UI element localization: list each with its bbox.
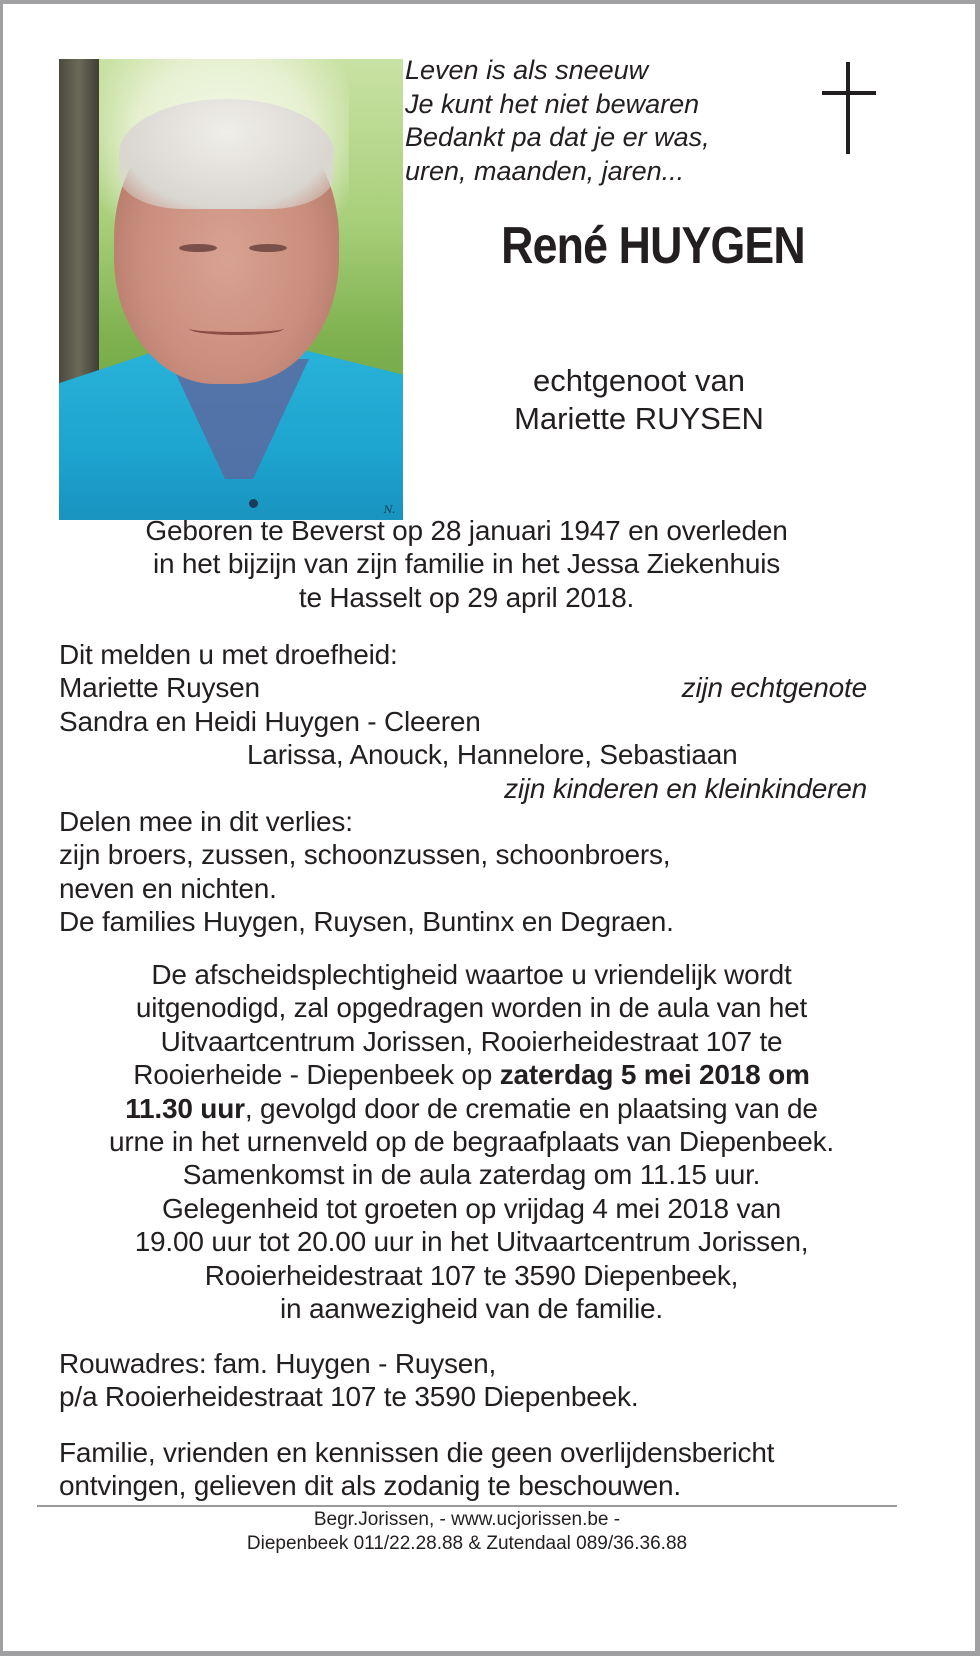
footer-line: Diepenbeek 011/22.28.88 & Zutendaal 089/36.36.88 bbox=[246, 1533, 688, 1554]
share-line: De families Huygen, Ruysen, Buntinx en Degraen. bbox=[59, 906, 674, 938]
funeral-home-footer bbox=[37, 1508, 897, 1556]
spouse-block bbox=[459, 362, 819, 438]
family-entry bbox=[59, 772, 867, 805]
relation-label: echtgenoot van bbox=[532, 363, 745, 398]
family-intro: Dit melden u met droefheid: bbox=[59, 639, 398, 670]
notice-text: Familie, vrienden en kennissen die geen overlijdensbericht ontvingen, gelieven dit als zodanig te beschouwen. bbox=[59, 1437, 775, 1502]
family-entry bbox=[59, 738, 867, 771]
spouse-name: Mariette RUYSEN bbox=[514, 401, 764, 436]
family-member-name: Mariette Ruysen bbox=[59, 672, 260, 704]
family-member-name: Sandra en Heidi Huygen - Cleeren bbox=[59, 705, 481, 737]
share-line: zijn broers, zussen, schoonzussen, schoonbroers, bbox=[59, 839, 671, 871]
grandchildren-names: Larissa, Anouck, Hannelore, Sebastiaan bbox=[247, 739, 738, 771]
ceremony-details: De afscheidsplechtigheid waartoe u vriendelijk wordt uitgenodigd, zal opgedragen worden in de aula van het Uitvaartcentrum Jorissen, Rooierheidestraat 107 te Rooierheide - Diepenbeek op zaterdag 5 mei 2018 om 11.30 uur, gevolgd door de crematie en plaatsing van de urne in het urnenveld op de begraafplaats van Diepenbeek. Samenkomst in de aula zaterdag om 11.15 uur. Gelegenheid tot groeten op vrijdag 4 mei 2018 van 19.00 uur tot 20.00 uur in het Uitvaartcentrum Jorissen, Rooierheidestraat 107 te 3590 Diepenbeek, in aanwezigheid van de familie. bbox=[109, 959, 834, 1325]
poem-line: Bedankt pa dat je er was, bbox=[405, 122, 710, 152]
poem-line: Leven is als sneeuw bbox=[405, 55, 649, 85]
family-entry bbox=[59, 705, 867, 738]
ceremony-time: 11.30 uur bbox=[125, 1092, 245, 1124]
share-intro: Delen mee in dit verlies: bbox=[59, 805, 353, 837]
family-relation: zijn echtgenote bbox=[681, 672, 867, 704]
footer-line: Begr.Jorissen, - www.ucjorissen.be - bbox=[313, 1509, 621, 1530]
footer-divider bbox=[37, 1505, 897, 1507]
mourning-address: Rouwadres: fam. Huygen - Ruysen, p/a Rooierheidestraat 107 te 3590 Diepenbeek. bbox=[59, 1348, 639, 1413]
poem-line: Je kunt het niet bewaren bbox=[405, 88, 700, 119]
poem-line: uren, maanden, jaren... bbox=[405, 155, 685, 186]
birth-death-info: Geboren te Beverst op 28 januari 1947 en overleden in het bijzijn van zijn familie in het Jessa Ziekenhuis te Hasselt op 29 april 2018. bbox=[145, 515, 788, 613]
poem bbox=[405, 54, 785, 188]
family-entry bbox=[59, 671, 867, 704]
share-line: neven en nichten. bbox=[59, 872, 277, 904]
family-relation: zijn kinderen en kleinkinderen bbox=[504, 772, 867, 804]
obituary-card bbox=[3, 4, 975, 1651]
portrait-photo: N. bbox=[59, 59, 403, 520]
cross-icon bbox=[822, 62, 876, 154]
family-list bbox=[59, 638, 867, 939]
ceremony-date: zaterdag 5 mei 2018 om bbox=[499, 1059, 810, 1091]
deceased-name: René HUYGEN bbox=[501, 217, 805, 275]
